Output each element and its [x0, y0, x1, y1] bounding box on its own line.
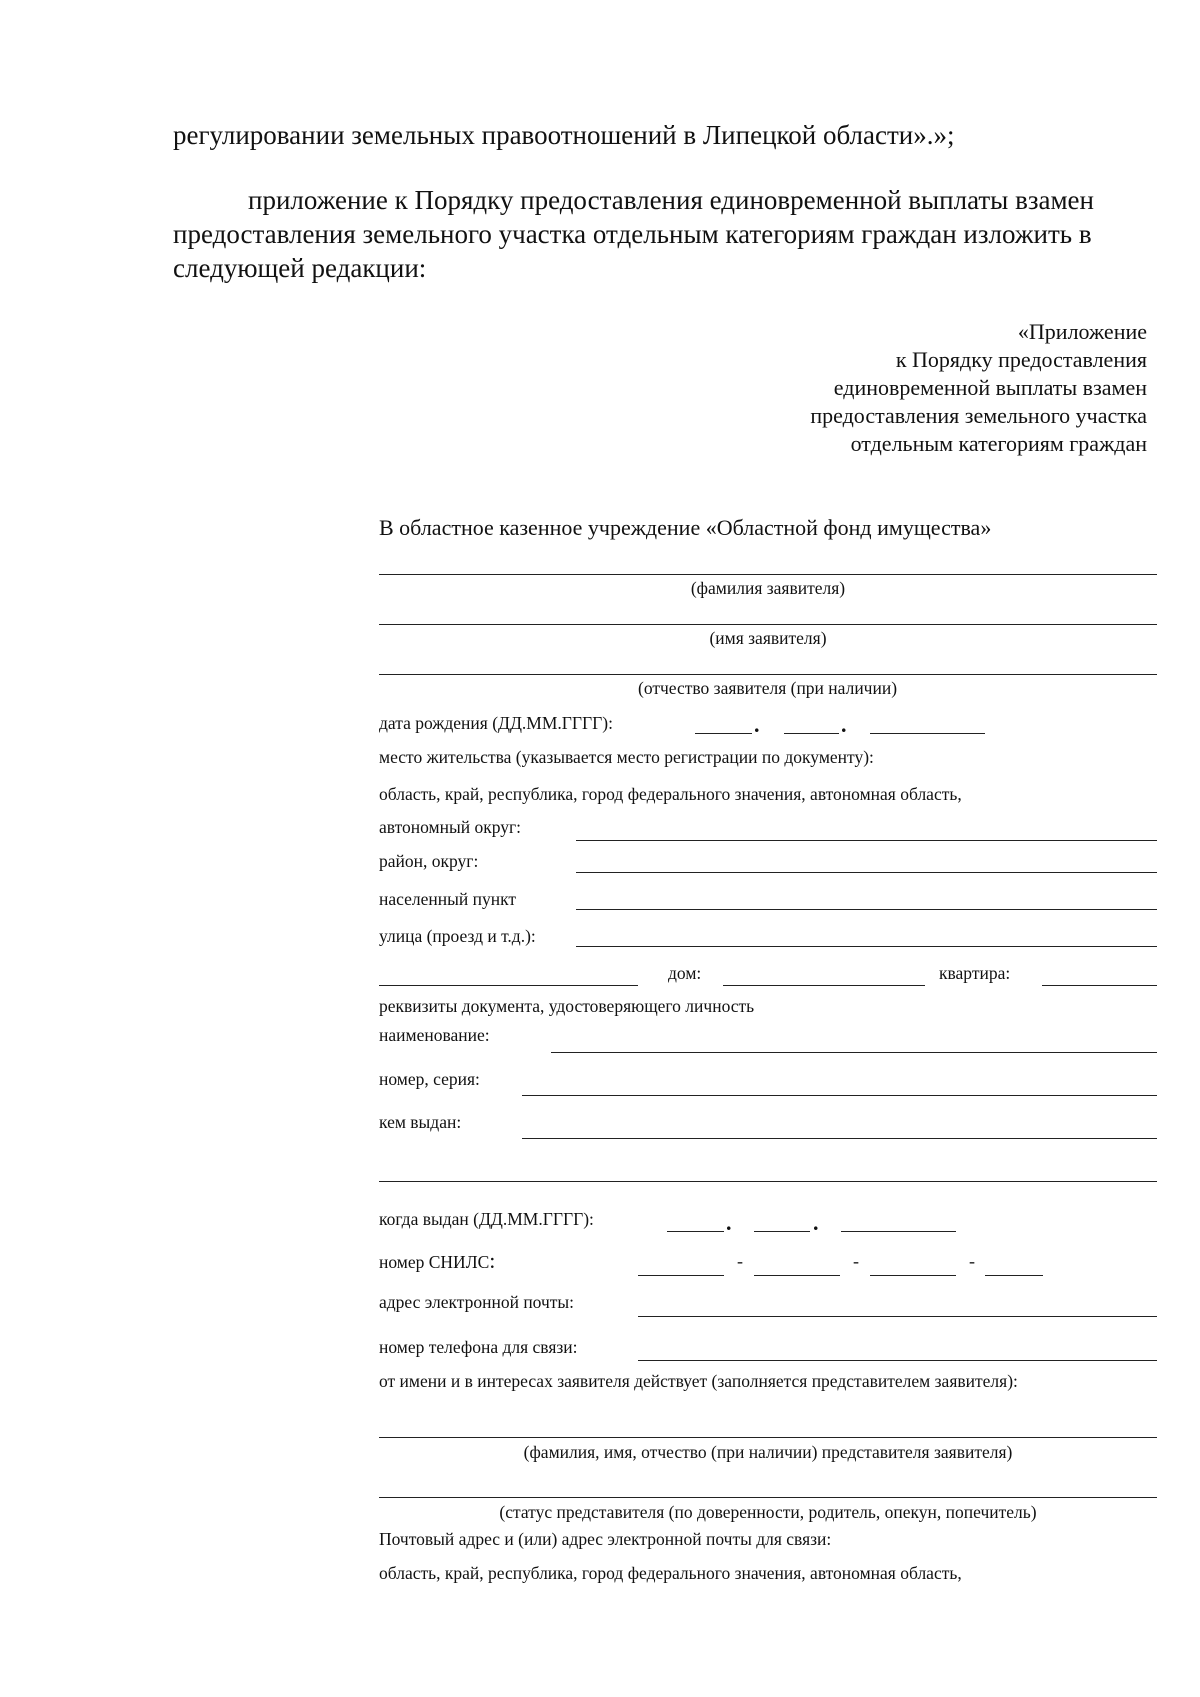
snils-separator: - — [737, 1251, 743, 1271]
snils-label: номер СНИЛС: — [379, 1248, 496, 1273]
date-separator: . — [841, 712, 847, 737]
name-caption: (имя заявителя) — [709, 628, 827, 648]
date-separator: . — [813, 1210, 819, 1235]
id-document-label: реквизиты документа, удостоверяющего личность — [379, 996, 755, 1016]
representative-status-caption: (статус представителя (по доверенности, родитель, опекун, попечитель) — [499, 1502, 1037, 1522]
patronymic-caption: (отчество заявителя (при наличии) — [638, 678, 898, 698]
issue-month-field[interactable] — [754, 1231, 810, 1232]
intro-paragraph-line: приложение к Порядку предоставления единовременной выплаты взамен — [248, 185, 1094, 215]
issue-date-label: когда выдан (ДД.ММ.ГГГГ): — [379, 1209, 594, 1229]
date-separator: . — [754, 712, 760, 737]
snils-part-2-field[interactable] — [754, 1275, 840, 1276]
birth-date-label: дата рождения (ДД.ММ.ГГГГ): — [379, 713, 613, 733]
street-label: улица (проезд и т.д.): — [379, 926, 536, 946]
locality-label: населенный пункт — [379, 889, 517, 909]
form-addressee: В областное казенное учреждение «Областной фонд имущества» — [379, 515, 992, 540]
phone-label: номер телефона для связи: — [379, 1337, 578, 1357]
birth-year-field[interactable] — [870, 733, 985, 734]
street-field[interactable] — [576, 946, 1157, 947]
apartment-field[interactable] — [1042, 985, 1157, 986]
region-label: автономный округ: — [379, 817, 522, 837]
representative-label: от имени и в интересах заявителя действует (заполняется представителем заявителя): — [379, 1371, 1018, 1391]
email-label: адрес электронной почты: — [379, 1292, 575, 1312]
issue-day-field[interactable] — [667, 1231, 724, 1232]
representative-status-field[interactable] — [379, 1497, 1157, 1498]
snils-checksum-field[interactable] — [985, 1275, 1043, 1276]
snils-part-3-field[interactable] — [870, 1275, 956, 1276]
snils-separator: - — [853, 1251, 859, 1271]
house-label: дом: — [668, 963, 702, 983]
patronymic-field[interactable] — [379, 674, 1157, 675]
street-continuation-field[interactable] — [379, 985, 638, 986]
document-number-label: номер, серия: — [379, 1069, 480, 1089]
document-number-field[interactable] — [522, 1095, 1157, 1096]
region-field[interactable] — [576, 840, 1157, 841]
surname-caption: (фамилия заявителя) — [690, 578, 846, 598]
apartment-label: квартира: — [939, 963, 1011, 983]
intro-paragraph-line: следующей редакции: — [173, 253, 427, 283]
document-name-label: наименование: — [379, 1025, 490, 1045]
birth-month-field[interactable] — [784, 733, 839, 734]
intro-line: регулировании земельных правоотношений в Липецкой области».»; — [173, 120, 955, 150]
birth-day-field[interactable] — [695, 733, 752, 734]
appendix-header-line: единовременной выплаты взамен — [833, 375, 1147, 400]
issued-by-label: кем выдан: — [379, 1112, 462, 1132]
postal-address-label: Почтовый адрес и (или) адрес электронной почты для связи: — [379, 1529, 832, 1549]
region-label: область, край, республика, город федерального значения, автономная область, — [379, 784, 962, 804]
representative-name-field[interactable] — [379, 1437, 1157, 1438]
district-field[interactable] — [576, 872, 1157, 873]
district-label: район, округ: — [379, 851, 479, 871]
representative-name-caption: (фамилия, имя, отчество (при наличии) представителя заявителя) — [523, 1442, 1013, 1462]
appendix-header-line: предоставления земельного участка — [810, 403, 1147, 428]
name-field[interactable] — [379, 624, 1157, 625]
issued-by-continuation-field[interactable] — [379, 1181, 1157, 1182]
house-field[interactable] — [723, 985, 925, 986]
document-name-field[interactable] — [551, 1052, 1157, 1053]
locality-field[interactable] — [576, 909, 1157, 910]
appendix-header-line: «Приложение — [1017, 319, 1147, 344]
snils-part-1-field[interactable] — [638, 1275, 724, 1276]
intro-paragraph-line: предоставления земельного участка отдельным категориям граждан изложить в — [173, 219, 1092, 249]
appendix-header-line: к Порядку предоставления — [895, 347, 1147, 372]
surname-field[interactable] — [379, 574, 1157, 575]
issue-year-field[interactable] — [841, 1231, 956, 1232]
region-label: область, край, республика, город федерального значения, автономная область, — [379, 1563, 962, 1583]
phone-field[interactable] — [638, 1360, 1157, 1361]
date-separator: . — [726, 1210, 732, 1235]
residence-label: место жительства (указывается место регистрации по документу): — [379, 747, 874, 767]
appendix-header-line: отдельным категориям граждан — [850, 431, 1147, 456]
issued-by-field[interactable] — [522, 1138, 1157, 1139]
email-field[interactable] — [638, 1316, 1157, 1317]
snils-separator: - — [969, 1251, 975, 1271]
